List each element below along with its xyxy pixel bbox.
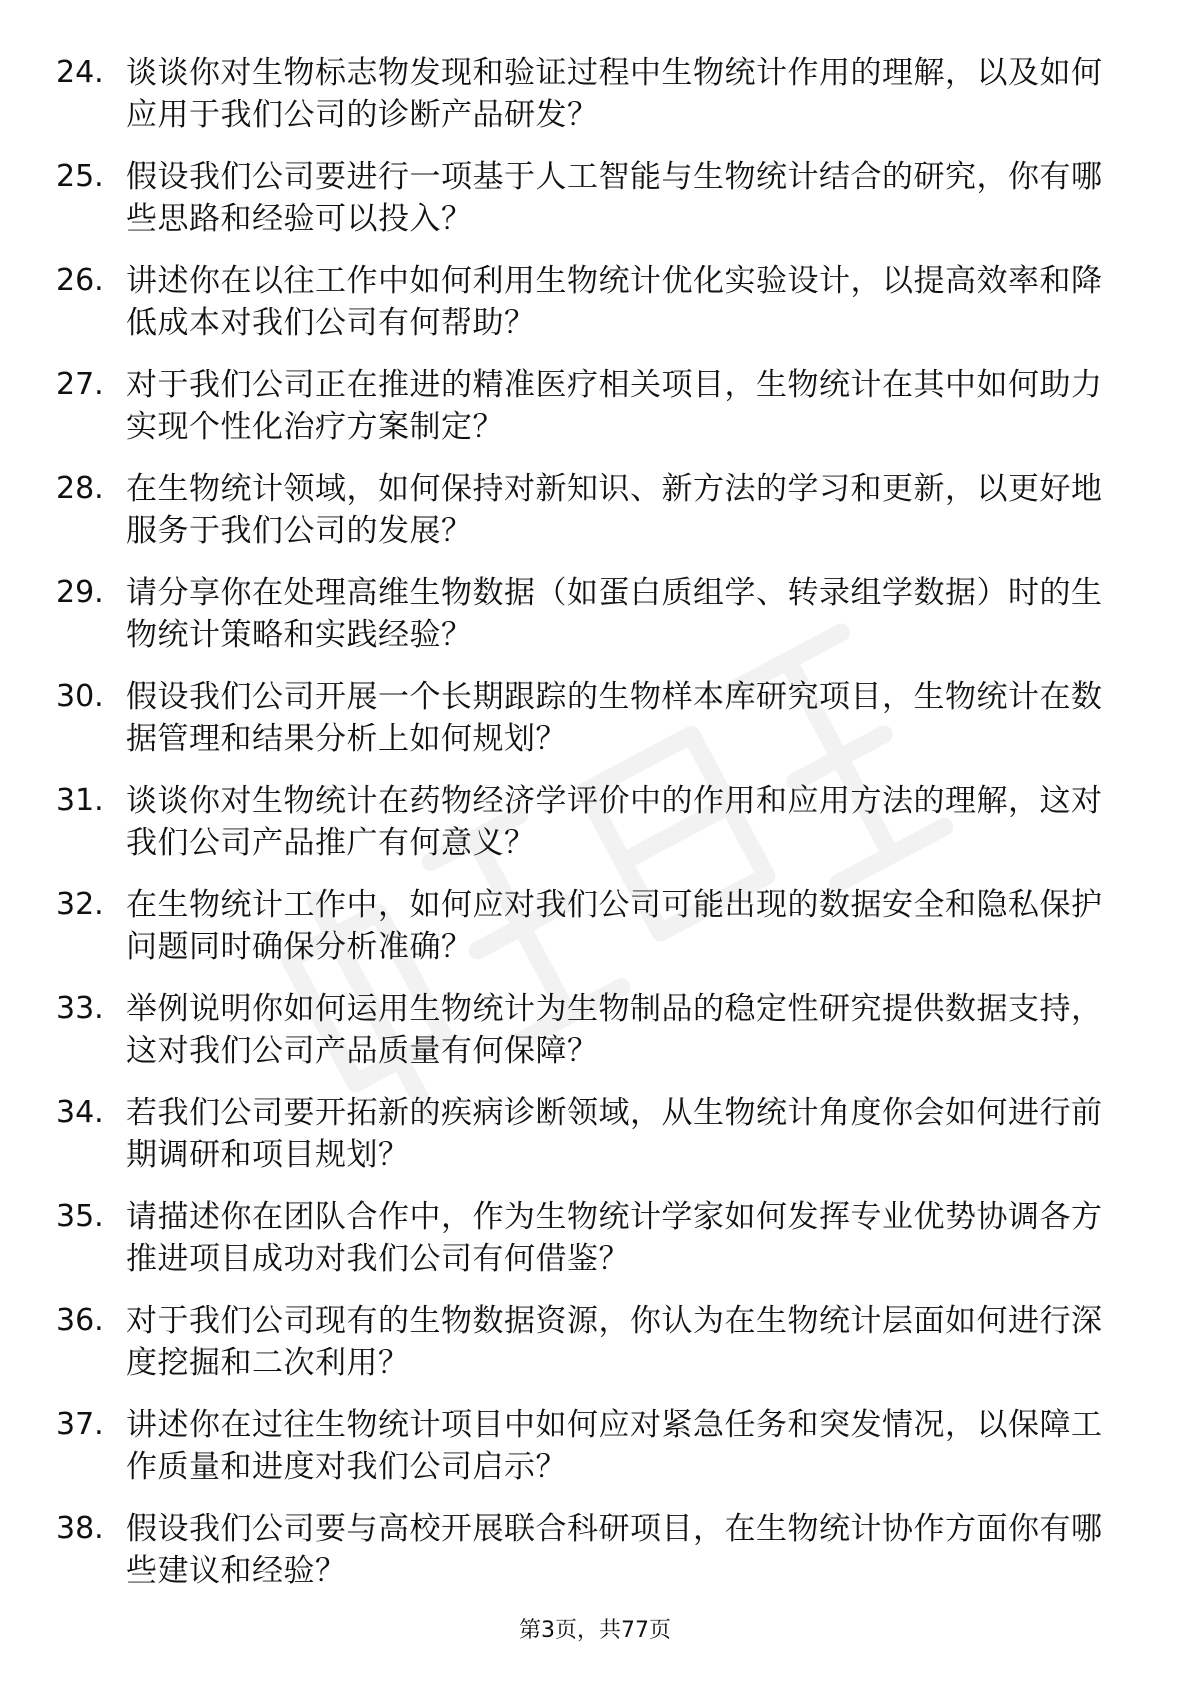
question-number: 32. (56, 887, 104, 922)
question-number: 28. (56, 471, 104, 506)
question-item-26 (56, 260, 1124, 364)
question-text: 在生物统计领域，如何保持对新知识、新方法的学习和更新，以更好地服务于我们公司的发展？ (126, 471, 1103, 549)
question-number: 36. (56, 1303, 104, 1338)
question-item-30 (56, 676, 1124, 780)
question-text: 假设我们公司开展一个长期跟踪的生物样本库研究项目，生物统计在数据管理和结果分析上如何规划？ (126, 679, 1103, 757)
question-text: 讲述你在过往生物统计项目中如何应对紧急任务和突发情况，以保障工作质量和进度对我们公司启示？ (126, 1407, 1103, 1485)
question-text: 对于我们公司正在推进的精准医疗相关项目，生物统计在其中如何助力实现个性化治疗方案制定？ (126, 367, 1103, 445)
question-text: 谈谈你对生物统计在药物经济学评价中的作用和应用方法的理解，这对我们公司产品推广有何意义？ (126, 783, 1103, 861)
question-number: 25. (56, 159, 104, 194)
question-number: 27. (56, 367, 104, 402)
question-number: 24. (56, 55, 104, 90)
question-number: 31. (56, 783, 104, 818)
question-number: 34. (56, 1095, 104, 1130)
question-item-32 (56, 884, 1124, 988)
question-number: 29. (56, 575, 104, 610)
question-item-36 (56, 1300, 1124, 1404)
question-item-24 (56, 52, 1124, 156)
question-number: 26. (56, 263, 104, 298)
question-number: 30. (56, 679, 104, 714)
question-item-27 (56, 364, 1124, 468)
question-text: 假设我们公司要与高校开展联合科研项目，在生物统计协作方面你有哪些建议和经验？ (126, 1511, 1103, 1589)
question-text: 谈谈你对生物标志物发现和验证过程中生物统计作用的理解，以及如何应用于我们公司的诊断产品研发？ (126, 55, 1103, 133)
question-number: 38. (56, 1511, 104, 1546)
question-item-28 (56, 468, 1124, 572)
question-number: 33. (56, 991, 104, 1026)
question-item-38 (56, 1508, 1124, 1612)
question-item-29 (56, 572, 1124, 676)
question-number: 37. (56, 1407, 104, 1442)
question-item-35 (56, 1196, 1124, 1300)
question-list (56, 52, 1124, 1612)
question-text: 请分享你在处理高维生物数据（如蛋白质组学、转录组学数据）时的生物统计策略和实践经验？ (126, 575, 1103, 653)
question-item-34 (56, 1092, 1124, 1196)
question-text: 讲述你在以往工作中如何利用生物统计优化实验设计，以提高效率和降低成本对我们公司有何帮助？ (126, 263, 1103, 341)
question-text: 在生物统计工作中，如何应对我们公司可能出现的数据安全和隐私保护问题同时确保分析准确？ (126, 887, 1103, 965)
question-text: 假设我们公司要进行一项基于人工智能与生物统计结合的研究，你有哪些思路和经验可以投入？ (126, 159, 1103, 237)
question-item-33 (56, 988, 1124, 1092)
question-number: 35. (56, 1199, 104, 1234)
question-item-37 (56, 1404, 1124, 1508)
question-text: 请描述你在团队合作中，作为生物统计学家如何发挥专业优势协调各方推进项目成功对我们公司有何借鉴？ (126, 1199, 1103, 1277)
question-text: 举例说明你如何运用生物统计为生物制品的稳定性研究提供数据支持，这对我们公司产品质量有何保障？ (126, 991, 1103, 1069)
question-item-31 (56, 780, 1124, 884)
page-footer: 第3页，共77页 (519, 1618, 671, 1643)
question-text: 对于我们公司现有的生物数据资源，你认为在生物统计层面如何进行深度挖掘和二次利用？ (126, 1303, 1103, 1381)
question-item-25 (56, 156, 1124, 260)
question-text: 若我们公司要开拓新的疾病诊断领域，从生物统计角度你会如何进行前期调研和项目规划？ (126, 1095, 1103, 1173)
